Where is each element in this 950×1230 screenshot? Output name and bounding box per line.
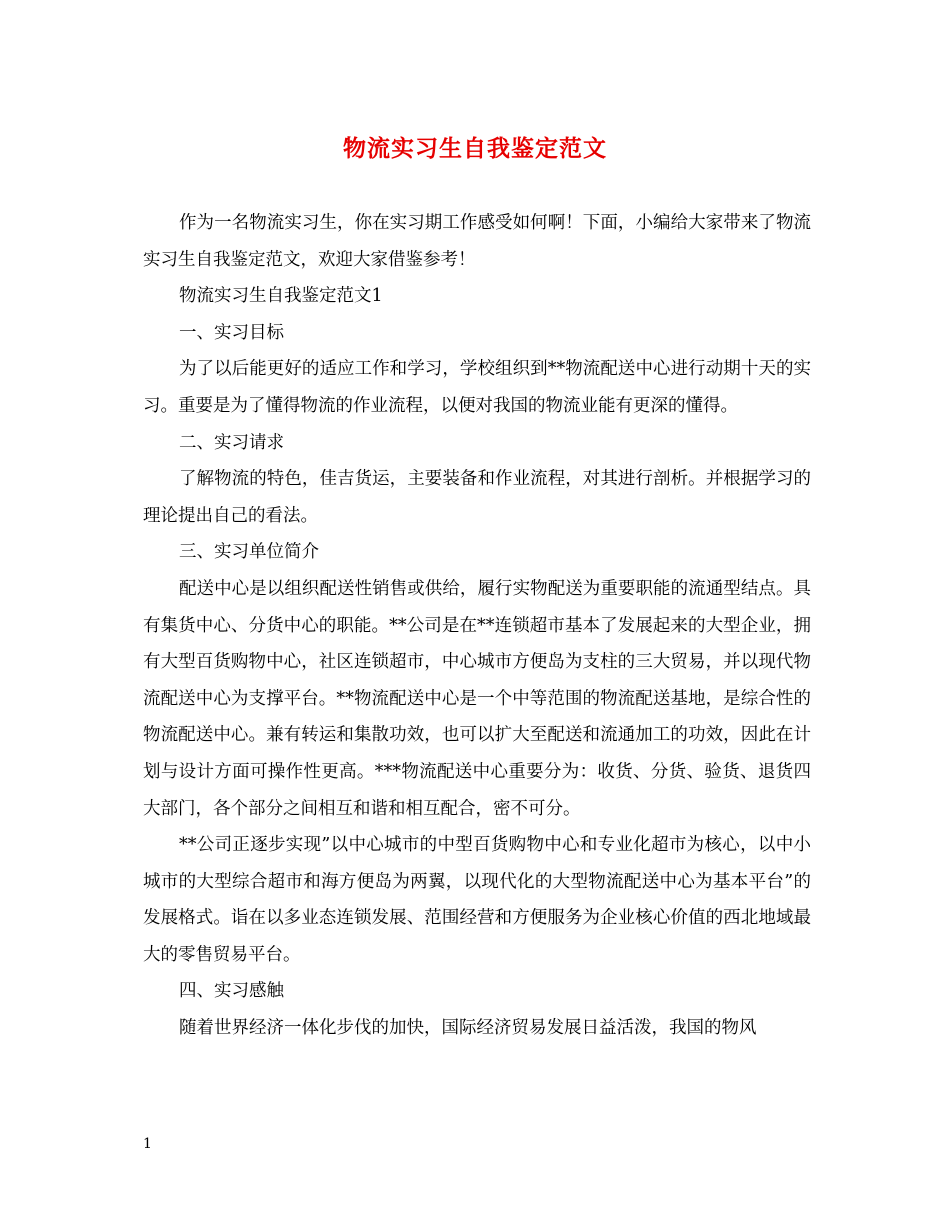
document-body: [143, 205, 811, 1047]
document-title: 物流实习生自我鉴定范文: [343, 135, 607, 162]
section-heading-requirements: 二、实习请求: [179, 432, 284, 453]
goal-paragraph: 为了以后能更好的适应工作和学习，学校组织到**物流配送中心进行动期十天的实习。重要是为了懂得物流的作业流程，以便对我国的物流业能有更深的懂得。: [143, 359, 811, 416]
requirements-paragraph: 了解物流的特色，佳吉货运，主要装备和作业流程，对其进行剖析。并根据学习的理论提出自己的看法。: [143, 469, 811, 526]
sample-heading: 物流实习生自我鉴定范文1: [179, 286, 383, 307]
section-heading-goal: 一、实习目标: [179, 322, 284, 343]
page-number: 1: [143, 1136, 152, 1152]
reflection-paragraph: 随着世界经济一体化步伐的加快，国际经济贸易发展日益活泼，我国的物风: [179, 1018, 757, 1039]
section-heading-company: 三、实习单位简介: [179, 542, 319, 563]
strategy-paragraph: **公司正逐步实现”以中心城市的中型百货购物中心和专业化超市为核心，以中小城市的大型综合超市和海方便岛为两翼，以现代化的大型物流配送中心为基本平台”的发展格式。诣在以多业态连锁发展、范围经营和方便服务为企业核心价值的西北地域最大的零售贸易平台。: [143, 835, 811, 965]
section-heading-reflection: 四、实习感触: [179, 981, 284, 1002]
intro-paragraph: 作为一名物流实习生，你在实习期工作感受如何啊！下面，小编给大家带来了物流实习生自我鉴定范文，欢迎大家借鉴参考！: [143, 213, 811, 270]
company-paragraph: 配送中心是以组织配送性销售或供给，履行实物配送为重要职能的流通型结点。具有集货中心、分货中心的职能。**公司是在**连锁超市基本了发展起来的大型企业，拥有大型百货购物中心，社区连锁超市，中心城市方便岛为支柱的三大贸易，并以现代物流配送中心为支撑平台。**物流配送中心是一个中等范围的物流配送基地，是综合性的物流配送中心。兼有转运和集散功效，也可以扩大至配送和流通加工的功效，因此在计划与设计方面可操作性更高。***物流配送中心重要分为：收货、分货、验货、退货四大部门，各个部分之间相互和谐和相互配合，密不可分。: [143, 578, 811, 819]
